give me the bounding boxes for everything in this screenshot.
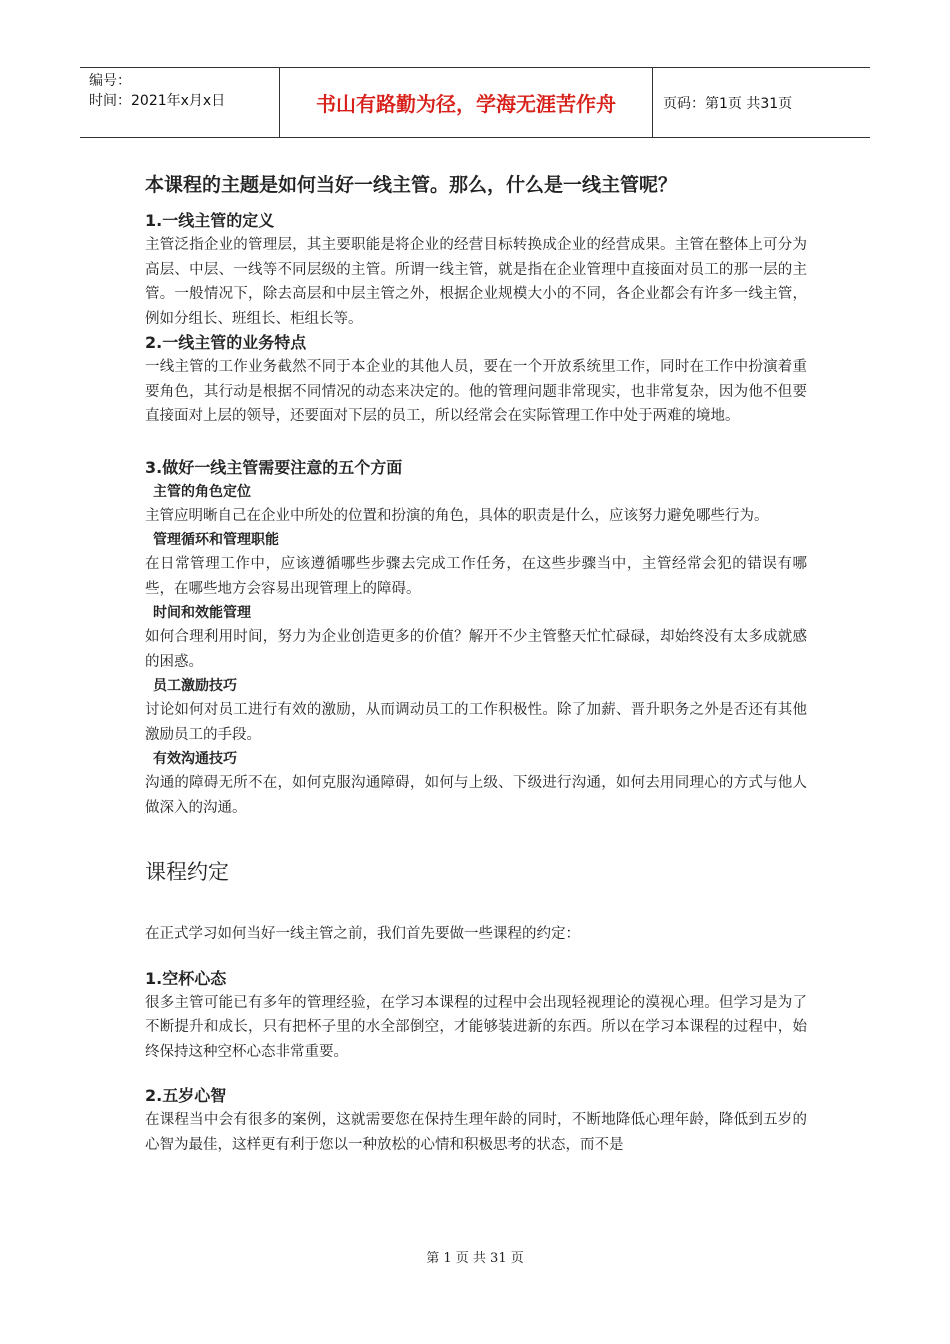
agreement-item-1-heading: 1.空杯心态	[145, 968, 227, 988]
agreement-item-2-body: 在课程当中会有很多的案例，这就需要您在保持生理年龄的同时，不断地降低心理年龄，降低到五岁的心智为最佳，这样更有利于您以一种放松的心情和积极思考的状态，而不是	[145, 1112, 807, 1153]
aspect-1-body: 主管应明晰自己在企业中所处的位置和扮演的角色，具体的职责是什么，应该努力避免哪些行为。	[145, 507, 769, 524]
aspect-4-body: 讨论如何对员工进行有效的激励，从而调动员工的工作积极性。除了加薪、晋升职务之外是否还有其他激励员工的手段。	[145, 702, 807, 743]
header-motto: 书山有路勤为径，学海无涯苦作舟	[280, 68, 653, 137]
aspect-2-title: 管理循环和管理职能	[153, 532, 279, 548]
aspect-1-title: 主管的角色定位	[153, 483, 251, 500]
page-header	[80, 67, 870, 138]
aspect-5-body: 沟通的障碍无所不在，如何克服沟通障碍，如何与上级、下级进行沟通，如何去用同理心的方式与他人做深入的沟通。	[145, 775, 807, 816]
aspect-4-title: 员工激励技巧	[153, 678, 237, 694]
agreement-item-2-heading: 2.五岁心智	[145, 1086, 227, 1105]
section-3-heading: 3.做好一线主管需要注意的五个方面	[145, 457, 403, 477]
page-footer: 第 1 页 共 31 页	[426, 1251, 524, 1266]
section-2-body: 一线主管的工作业务截然不同于本企业的其他人员，要在一个开放系统里工作，同时在工作中扮演着重要角色，其行动是根据不同情况的动态来决定的。他的管理问题非常现实，也非常复杂，因为他不但要直接面对上层的领导，还要面对下层的员工，所以经常会在实际管理工作中处于两难的境地。	[145, 359, 807, 424]
serial-label: 编号：	[89, 73, 131, 89]
header-left-cell	[80, 68, 280, 137]
aspect-2-body: 在日常管理工作中，应该遵循哪些步骤去完成工作任务，在这些步骤当中，主管经常会犯的错误有哪些，在哪些地方会容易出现管理上的障碍。	[145, 556, 807, 597]
aspect-3-title: 时间和效能管理	[153, 605, 251, 621]
header-page-info: 页码：第1页 共31页	[663, 95, 793, 112]
section-2-heading: 2.一线主管的业务特点	[145, 333, 307, 352]
aspect-5-title: 有效沟通技巧	[153, 751, 237, 767]
section-1-heading: 1.一线主管的定义	[145, 211, 275, 230]
document-body	[145, 170, 807, 1157]
section-1-body: 主管泛指企业的管理层，其主要职能是将企业的经营目标转换成企业的经营成果。主管在整体上可分为高层、中层、一线等不同层级的主管。所谓一线主管，就是指在企业管理中直接面对员工的那一层的主管。一般情况下，除去高层和中层主管之外，根据企业规模大小的不同，各企业都会有许多一线主管，例如分组长、班组长、柜组长等。	[145, 237, 807, 327]
main-title: 本课程的主题是如何当好一线主管。那么，什么是一线主管呢？	[145, 174, 678, 196]
agreement-item-1-body: 很多主管可能已有多年的管理经验，在学习本课程的过程中会出现轻视理论的漠视心理。但学习是为了不断提升和成长，只有把杯子里的水全部倒空，才能够装进新的东西。所以在学习本课程的过程中，始终保持这种空杯心态非常重要。	[145, 994, 807, 1060]
agreement-title: 课程约定	[145, 860, 229, 884]
date-label: 时间：2021年x月x日	[89, 93, 226, 109]
agreement-intro: 在正式学习如何当好一线主管之前，我们首先要做一些课程的约定：	[145, 926, 580, 942]
aspect-3-body: 如何合理利用时间，努力为企业创造更多的价值？解开不少主管整天忙忙碌碌，却始终没有太多成就感的困惑。	[145, 629, 807, 670]
